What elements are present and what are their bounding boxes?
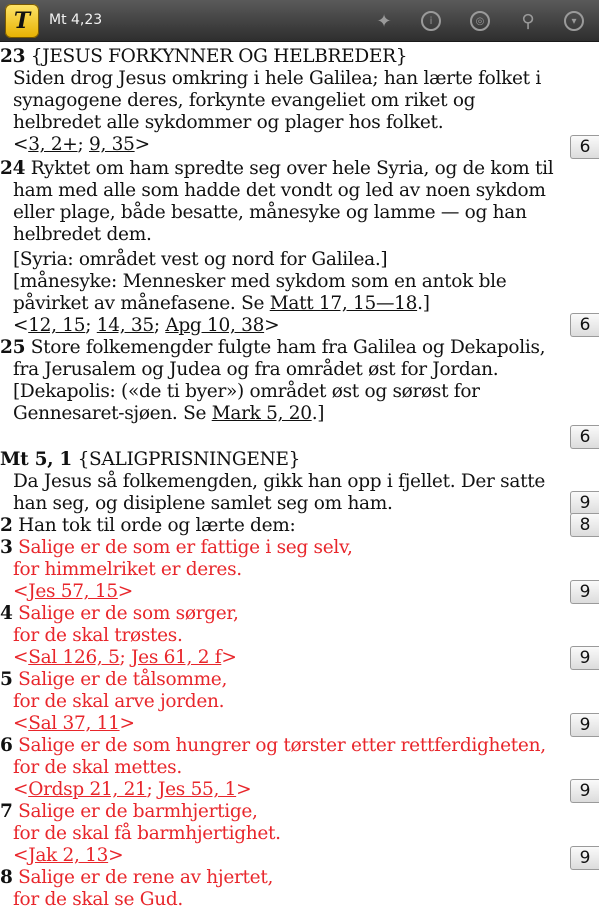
verse-text: Store folkemengder fulgte ham fra Galilea og Dekapolis,	[25, 337, 546, 358]
verse-text-line: helbredet alle sykdommer og plager hos folket.	[13, 112, 444, 133]
bracket: <	[13, 315, 29, 336]
reference-link[interactable]: Jes 55, 1	[158, 779, 237, 800]
bracket: <	[13, 647, 29, 668]
count-badge[interactable]: 6	[570, 425, 599, 449]
bible-app-icon[interactable]: T	[5, 4, 39, 38]
words-of-jesus: for de skal mettes.	[13, 757, 182, 778]
count-badge[interactable]: 9	[570, 491, 599, 515]
footnote	[13, 403, 324, 425]
verse-number: 23	[0, 46, 26, 67]
verse-text-line: han seg, og disiplene samlet seg om ham.	[13, 493, 393, 514]
words-of-jesus: Salige er de som er fattige i seg selv,	[12, 537, 353, 558]
section-heading: {SALIGPRISNINGENE}	[72, 449, 301, 470]
bracket: >	[117, 581, 133, 602]
words-of-jesus: Salige er de som sørger,	[12, 603, 239, 624]
verse-2	[0, 515, 295, 537]
bracket: <	[13, 713, 29, 734]
footnote-text: .]	[417, 293, 430, 314]
footnote-text: .]	[311, 403, 325, 424]
reference-link[interactable]: Mark 5, 20	[211, 403, 312, 424]
verse-text-line: helbredet dem.	[13, 224, 152, 245]
cross-reference	[13, 134, 150, 156]
reference-link[interactable]: Sal 37, 11	[28, 713, 120, 734]
verse-5	[0, 669, 227, 691]
separator: ;	[119, 647, 132, 668]
footnote: [månesyke: Mennesker med sykdom som en antok ble	[13, 271, 507, 292]
verse-text-line: ham med alle som hadde det vondt og led av noen sykdom	[13, 180, 546, 201]
bracket: >	[264, 315, 280, 336]
verse-7	[0, 801, 258, 823]
separator: ;	[146, 779, 159, 800]
reference-link[interactable]: Sal 126, 5	[28, 647, 120, 668]
bracket: >	[134, 134, 150, 155]
reference-link[interactable]: Jes 57, 15	[28, 581, 118, 602]
top-bar	[0, 0, 599, 42]
cross-reference	[13, 647, 237, 669]
cross-reference	[13, 779, 251, 801]
reference-link[interactable]: 14, 35	[96, 315, 154, 336]
menu-down-icon[interactable]: ▾	[563, 10, 585, 32]
verse-text-line: Siden drog Jesus omkring i hele Galilea; han lærte folket i	[13, 68, 541, 89]
verse-8	[0, 867, 273, 889]
verse-text: Ryktet om ham spredte seg over hele Syria, og de kom til	[25, 158, 554, 179]
verse-heading: {JESUS FORKYNNER OG HELBREDER}	[25, 46, 408, 67]
verse-24	[0, 158, 553, 180]
verse-number: 4	[0, 603, 13, 624]
verse-4	[0, 603, 239, 625]
reference-link[interactable]: Matt 17, 15—18	[269, 293, 418, 314]
reference-link[interactable]: 12, 15	[28, 315, 86, 336]
bracket: <	[13, 845, 29, 866]
verse-text: Han tok til orde og lærte dem:	[12, 515, 296, 536]
words-of-jesus: for himmelriket er deres.	[13, 559, 242, 580]
target-icon[interactable]: ◎	[469, 10, 491, 32]
words-of-jesus: Salige er de rene av hjertet,	[12, 867, 274, 888]
verse-text-line: Da Jesus så folkemengden, gikk han opp i fjellet. Der satte	[13, 471, 546, 492]
cross-reference	[13, 581, 133, 603]
reference-link[interactable]: Ordsp 21, 21	[28, 779, 147, 800]
count-badge[interactable]: 6	[570, 135, 599, 159]
verse-number: 6	[0, 735, 13, 756]
footnote-text: påvirket av månefasene. Se	[13, 293, 270, 314]
verse-number: 25	[0, 337, 26, 358]
verse-text-line: synagogene deres, forkynte evangeliet om riket og	[13, 90, 476, 111]
verse-23-heading	[0, 46, 407, 68]
cross-reference	[13, 845, 123, 867]
bracket: >	[119, 713, 135, 734]
bracket: >	[221, 647, 237, 668]
count-badge[interactable]: 9	[570, 646, 599, 670]
cross-reference	[13, 315, 279, 337]
separator: ;	[153, 315, 166, 336]
reference-link[interactable]: Jes 61, 2 f	[131, 647, 222, 668]
verse-number: 24	[0, 158, 26, 179]
verse-number: 3	[0, 537, 13, 558]
bracket: <	[13, 779, 29, 800]
footnote: [Syria: området vest og nord for Galilea.]	[13, 249, 388, 270]
info-icon[interactable]: i	[420, 10, 442, 32]
bracket: <	[13, 134, 29, 155]
count-badge[interactable]: 9	[570, 580, 599, 604]
words-of-jesus: Salige er de som hungrer og tørster etter rettferdigheten,	[12, 735, 546, 756]
chapter-reference: Mt 5, 1	[0, 449, 72, 470]
words-of-jesus: for de skal se Gud.	[13, 889, 183, 910]
footnote	[13, 293, 430, 315]
words-of-jesus: Salige er de tålsomme,	[12, 669, 228, 690]
reference-link[interactable]: 3, 2+	[28, 134, 78, 155]
verse-6	[0, 735, 546, 757]
verse-25	[0, 337, 545, 359]
words-of-jesus: for de skal få barmhjertighet.	[13, 823, 281, 844]
count-badge[interactable]: 9	[570, 846, 599, 870]
reference-link[interactable]: Apg 10, 38	[165, 315, 265, 336]
count-badge[interactable]: 8	[570, 513, 599, 537]
count-badge[interactable]: 9	[570, 713, 599, 737]
search-icon[interactable]: ⚲	[521, 10, 535, 32]
star-icon[interactable]: ✦	[376, 10, 392, 32]
bracket: >	[108, 845, 124, 866]
words-of-jesus: for de skal trøstes.	[13, 625, 183, 646]
count-badge[interactable]: 6	[570, 313, 599, 337]
verse-text-line: fra Jerusalem og Judea og fra området øst for Jordan.	[13, 359, 499, 380]
separator: ;	[77, 134, 90, 155]
verse-number: 2	[0, 515, 13, 536]
cross-reference	[13, 713, 135, 735]
words-of-jesus: for de skal arve jorden.	[13, 691, 225, 712]
footnote: [Dekapolis: («de ti byer») området øst og sørøst for	[13, 381, 480, 402]
footnote-text: Gennesaret-sjøen. Se	[13, 403, 212, 424]
count-badge[interactable]: 9	[570, 779, 599, 803]
chapter-heading	[0, 449, 300, 471]
reference-link[interactable]: 9, 35	[89, 134, 135, 155]
verse-number: 5	[0, 669, 13, 690]
verse-text-line: eller plage, både besatte, månesyke og lamme — og han	[13, 202, 527, 223]
bracket: <	[13, 581, 29, 602]
bracket: >	[236, 779, 252, 800]
reference-link[interactable]: Jak 2, 13	[28, 845, 109, 866]
current-reference[interactable]: Mt 4,23	[49, 12, 103, 28]
words-of-jesus: Salige er de barmhjertige,	[12, 801, 258, 822]
separator: ;	[85, 315, 97, 336]
verse-number: 8	[0, 867, 13, 888]
verse-number: 7	[0, 801, 13, 822]
verse-3	[0, 537, 353, 559]
